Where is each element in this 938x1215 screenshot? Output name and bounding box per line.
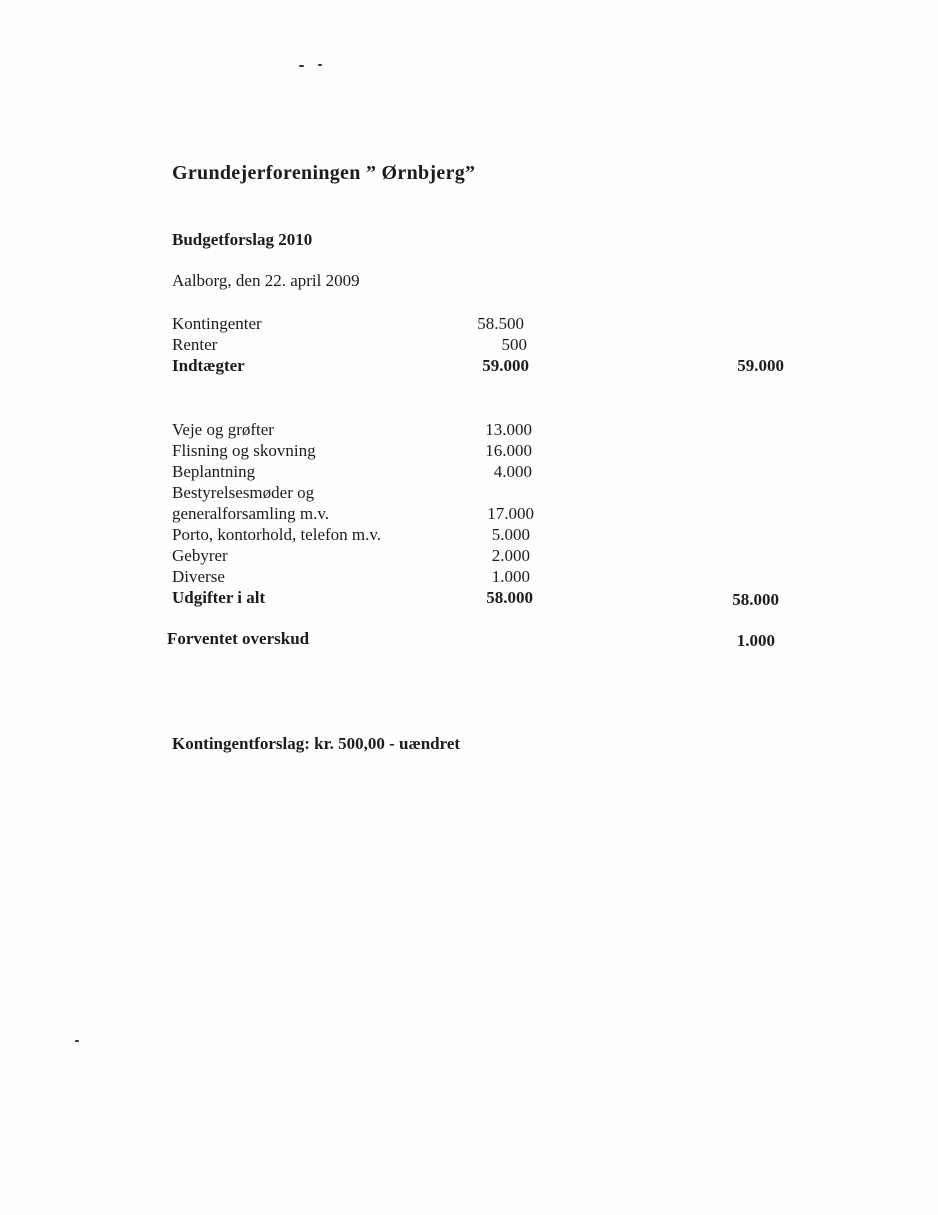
expense-label: generalforsamling m.v. <box>172 504 330 523</box>
expense-row <box>0 419 938 440</box>
expense-total-label: Udgifter i alt <box>172 588 266 607</box>
expense-row <box>0 440 938 461</box>
expense-row <box>0 545 938 566</box>
income-label: Renter <box>172 335 218 354</box>
expense-amount: 4.000 <box>493 462 532 481</box>
expense-label: Beplantning <box>172 462 256 481</box>
expense-label: Porto, kontorhold, telefon m.v. <box>172 525 382 544</box>
income-label: Kontingenter <box>172 314 262 333</box>
budget-subtitle: Budgetforslag 2010 <box>172 230 313 249</box>
expense-amount: 5.000 <box>491 525 530 544</box>
income-total-right: 59.000 <box>737 356 784 375</box>
income-row <box>0 334 938 355</box>
expense-row <box>0 482 938 503</box>
expense-amount: 16.000 <box>485 441 532 460</box>
income-row <box>0 313 938 334</box>
expense-amount: 13.000 <box>485 420 532 439</box>
expense-row <box>0 503 938 524</box>
surplus-amount: 1.000 <box>736 631 775 650</box>
scan-speck <box>75 1040 79 1042</box>
income-total-amount: 59.000 <box>482 356 529 375</box>
expense-amount: 2.000 <box>491 546 530 565</box>
income-total-row <box>0 355 938 376</box>
expense-label: Veje og grøfter <box>172 420 274 439</box>
expense-row <box>0 524 938 545</box>
scan-speck <box>299 65 304 67</box>
fee-proposal: Kontingentforslag: kr. 500,00 - uændret <box>172 734 461 753</box>
expense-label: Gebyrer <box>172 546 228 565</box>
expense-label: Diverse <box>172 567 225 586</box>
expense-row <box>0 461 938 482</box>
expense-total-right: 58.000 <box>732 590 779 609</box>
association-title: Grundejerforeningen ” Ørnbjerg” <box>172 162 476 184</box>
income-amount: 500 <box>501 335 527 354</box>
expense-amount: 17.000 <box>487 504 534 523</box>
expense-row <box>0 566 938 587</box>
surplus-label: Forventet overskud <box>167 629 310 648</box>
scan-speck <box>318 64 322 66</box>
place-date-line: Aalborg, den 22. april 2009 <box>172 271 360 290</box>
income-total-label: Indtægter <box>172 356 245 375</box>
expense-total-amount: 58.000 <box>486 588 533 607</box>
expense-amount: 1.000 <box>491 567 530 586</box>
expense-label: Bestyrelsesmøder og <box>172 483 315 502</box>
expense-total-row <box>0 587 938 608</box>
expense-label: Flisning og skovning <box>172 441 316 460</box>
income-amount: 58.500 <box>477 314 524 333</box>
